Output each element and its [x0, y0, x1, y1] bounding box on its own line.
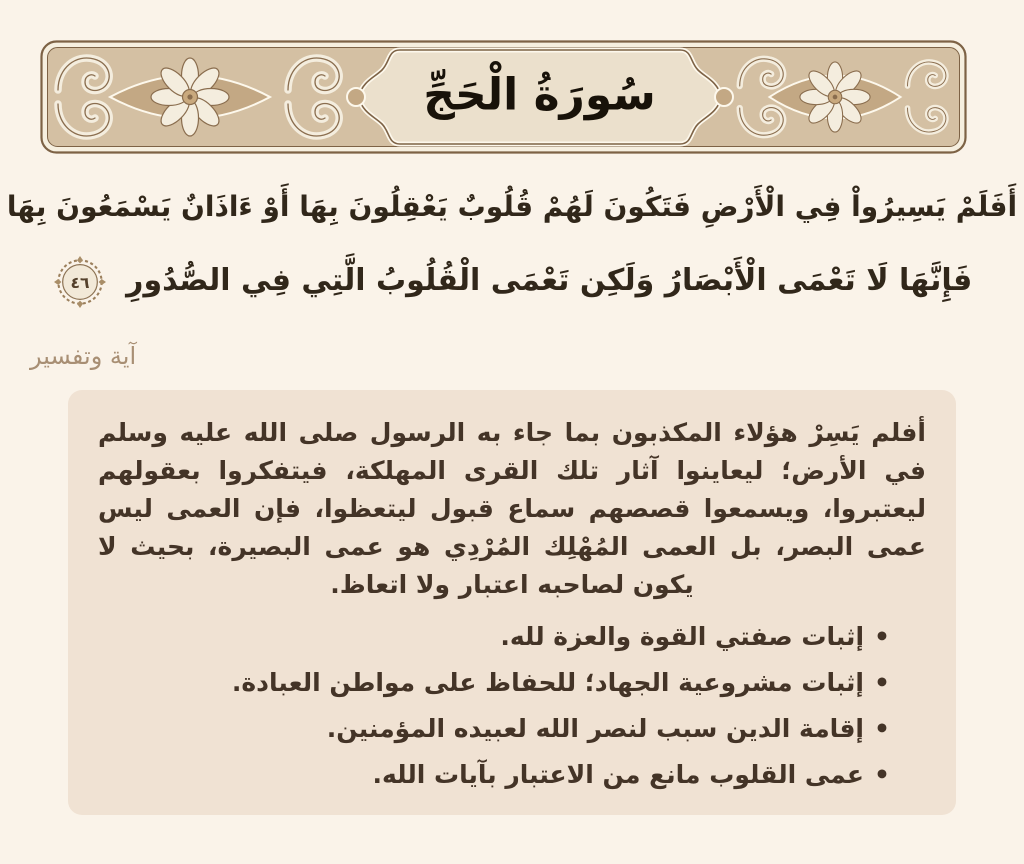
verse-line-1-text: أَفَلَمْ يَسِيرُواْ فِي الْأَرْضِ فَتَكُونَ لَهُمْ قُلُوبٌ يَعْقِلُونَ بِهَا أَوْ ءَاذَانٌ يَسْمَعُونَ بِهَا: [6, 190, 1018, 223]
section-label: آية وتفسير: [30, 342, 137, 370]
bullet-item: [98, 712, 890, 745]
bullet-dot: •: [874, 622, 890, 651]
bullet-text: إثبات صفتي القوة والعزة لله.: [500, 622, 865, 651]
verse-line-2-text: فَإِنَّهَا لَا تَعْمَى الْأَبْصَارُ وَلَكِن تَعْمَى الْقُلُوبُ الَّتِي فِي الصُّدُورِ: [126, 263, 973, 298]
bullet-dot: •: [874, 714, 890, 743]
surah-header-frame: [40, 40, 967, 154]
verse-block: [0, 170, 1024, 318]
verse-line-1: [0, 170, 1024, 244]
bullet-dot: •: [874, 668, 890, 697]
ayah-number-medallion-icon: [54, 256, 106, 308]
bullet-text: إقامة الدين سبب لنصر الله لعبيده المؤمنين.: [326, 714, 865, 743]
tafsir-paragraph: أفلم يَسِرْ هؤلاء المكذبون بما جاء به الرسول صلى الله عليه وسلم في الأرض؛ ليعاينوا آثار تلك القرى المهلكة، فيتفكروا بعقولهم ليعتبروا، ويسمعوا قصصهم سماع قبول ليتعظوا، فإن العمى ليس عمى البصر، بل العمى المُهْلِك المُرْدِي هو عمى البصيرة، بحيث لا يكون لصاحبه اعتبار ولا اتعاظ.: [98, 418, 926, 599]
bullet-item: [98, 758, 890, 791]
tafsir-box: [68, 390, 956, 815]
bullet-text: إثبات مشروعية الجهاد؛ للحفاظ على مواطن العبادة.: [231, 668, 865, 697]
ayah-number: ٤٦: [70, 273, 90, 292]
section-label-row: [30, 342, 1024, 370]
page-root: [0, 40, 1024, 815]
tafsir-bullet-list: [98, 620, 890, 791]
bullet-dot: •: [874, 760, 890, 789]
bullet-item: [98, 666, 890, 699]
verse-line-2: [0, 244, 1024, 318]
surah-title: سُورَةُ الْحَجِّ: [423, 69, 656, 121]
bullet-item: [98, 620, 890, 653]
bullet-text: عمى القلوب مانع من الاعتبار بآيات الله.: [372, 760, 865, 789]
